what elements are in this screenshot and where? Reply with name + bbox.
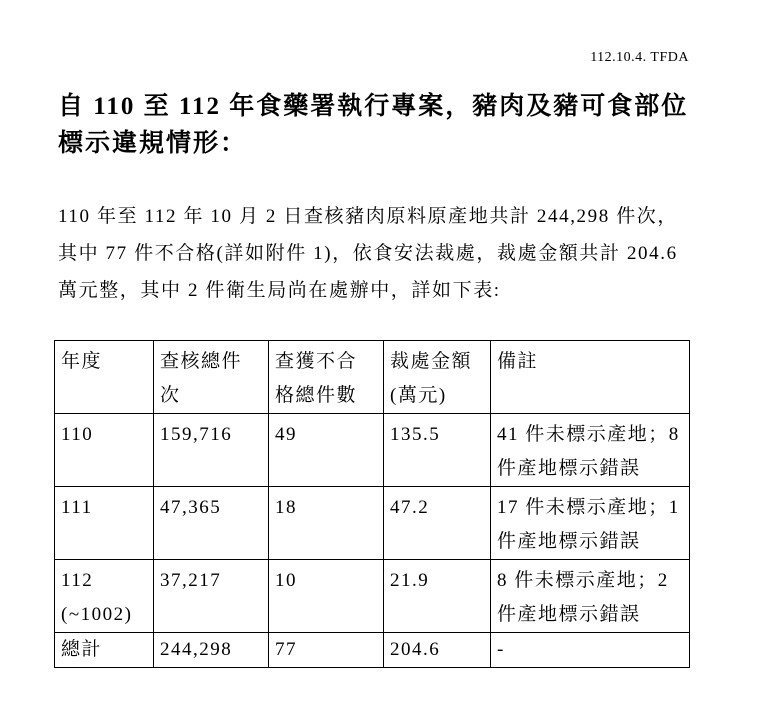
cell-note: 41 件未標示產地；8 件產地標示錯誤 bbox=[491, 414, 690, 487]
summary-paragraph: 110 年至 112 年 10 月 2 日查核豬肉原料原產地共計 244,298 件次，其中 77 件不合格(詳如附件 1)，依食安法裁處，裁處金額共計 204.6 萬元整，其中 2 件衛生局尚在處辦中，詳如下表: bbox=[58, 206, 678, 301]
cell-inspections: 47,365 bbox=[154, 487, 269, 560]
cell-fine: 21.9 bbox=[384, 560, 491, 633]
cell-note: 17 件未標示產地；1 件產地標示錯誤 bbox=[491, 487, 690, 560]
header-inspections: 查核總件次 bbox=[154, 341, 269, 414]
cell-year: 110 bbox=[55, 414, 154, 487]
table-row bbox=[55, 414, 690, 487]
header-violations: 查獲不合格總件數 bbox=[269, 341, 384, 414]
document-date-code: 112.10.4. TFDA bbox=[590, 50, 689, 65]
document-title: 自 110 至 112 年食藥署執行專案，豬肉及豬可食部位標示違規情形： bbox=[58, 93, 689, 157]
cell-note: 8 件未標示產地；2 件產地標示錯誤 bbox=[491, 560, 690, 633]
cell-inspections: 159,716 bbox=[154, 414, 269, 487]
violation-table bbox=[54, 340, 690, 668]
cell-total-violations: 77 bbox=[269, 633, 384, 668]
cell-violations: 49 bbox=[269, 414, 384, 487]
cell-total-inspections: 244,298 bbox=[154, 633, 269, 668]
cell-fine: 47.2 bbox=[384, 487, 491, 560]
cell-total-note: - bbox=[491, 633, 690, 668]
table-total-row bbox=[55, 633, 690, 668]
cell-violations: 10 bbox=[269, 560, 384, 633]
cell-total-label: 總計 bbox=[55, 633, 154, 668]
cell-violations: 18 bbox=[269, 487, 384, 560]
header-fine: 裁處金額(萬元) bbox=[384, 341, 491, 414]
table-header-row bbox=[55, 341, 690, 414]
cell-year: 112 (~1002) bbox=[55, 560, 154, 633]
cell-inspections: 37,217 bbox=[154, 560, 269, 633]
cell-total-fine: 204.6 bbox=[384, 633, 491, 668]
table-row bbox=[55, 487, 690, 560]
table-row bbox=[55, 560, 690, 633]
header-note: 備註 bbox=[491, 341, 690, 414]
cell-fine: 135.5 bbox=[384, 414, 491, 487]
cell-year: 111 bbox=[55, 487, 154, 560]
header-year: 年度 bbox=[55, 341, 154, 414]
